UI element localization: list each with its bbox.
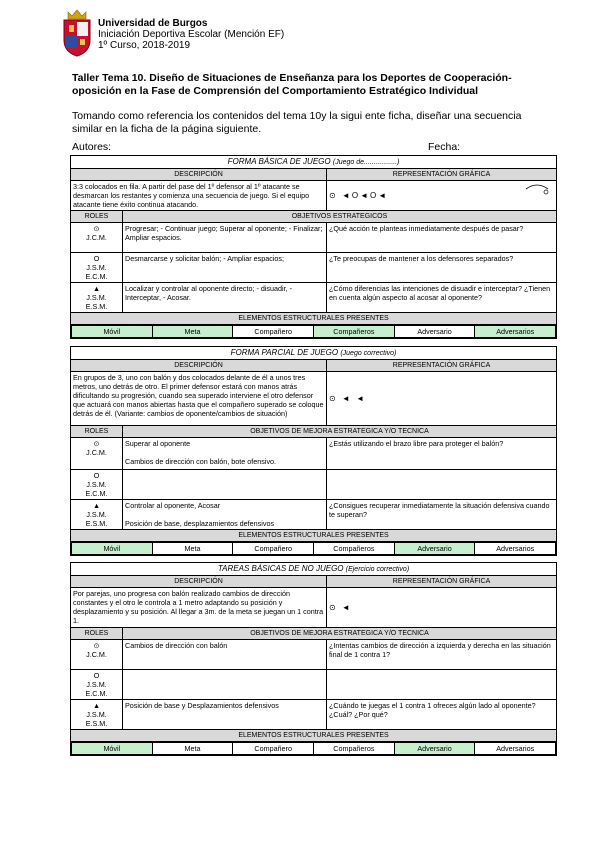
elementos-header: ELEMENTOS ESTRUCTURALES PRESENTES [71, 313, 557, 325]
question-3: ¿Cómo diferencias las intenciones de disuadir e interceptar? ¿Tienen en cuenta algún aspecto al acosar al oponente? [327, 283, 557, 313]
objective-3: Controlar al oponente, Acosar Posición de base, desplazamientos defensivos [123, 500, 327, 530]
graphic-cell [327, 372, 557, 426]
element-companeros: Compañeros [314, 543, 395, 555]
university-crest-icon [60, 6, 94, 58]
elements-row [71, 325, 556, 338]
elementos-header: ELEMENTOS ESTRUCTURALES PRESENTES [71, 730, 557, 742]
objetivos-header: OBJETIVOS DE MEJORA ESTRATEGICA Y/O TECNICA [123, 628, 557, 640]
table-tareas-basicas [70, 562, 557, 756]
role-jsm-ecm: O J.S.M. E.C.M. [71, 253, 123, 283]
element-adversario: Adversario [394, 743, 475, 755]
element-meta: Meta [152, 326, 233, 338]
university-name: Universidad de Burgos [98, 18, 208, 29]
autores-label: Autores: [72, 141, 112, 153]
roles-header: ROLES [71, 426, 123, 438]
question-3: ¿Cuándo te juegas el 1 contra 1 ofreces algún lado al oponente? ¿Cuál? ¿Por qué? [327, 700, 557, 730]
element-adversario: Adversario [394, 543, 475, 555]
element-adversarios: Adversarios [475, 743, 556, 755]
section-title: FORMA BÁSICA DE JUEGO (Juego de.................) [71, 156, 557, 169]
element-meta: Meta [152, 743, 233, 755]
role-jsm-esm: ▲ J.S.M. E.S.M. [71, 283, 123, 313]
goal-icon [524, 183, 550, 197]
roles-header: ROLES [71, 211, 123, 223]
element-adversario: Adversario [394, 326, 475, 338]
element-meta: Meta [152, 543, 233, 555]
representacion-header: REPRESENTACIÓN GRÁFICA [327, 360, 557, 372]
diagram-symbols: ⊙ ◄O◄O◄ [329, 191, 389, 200]
element-companero: Compañero [233, 326, 314, 338]
description-cell: En grupos de 3, uno con balón y dos colocados delante de él a unos tres metros, uno detrás de otro. El primer defensor estará con manos atrás dificultando su progresión, cuando sea superado interviene el otro defensor que actuará con manos abiertas hasta que el compañero superado se coloque detrás de él. (Variante: cambios de oponente/cambios de situación) [71, 372, 327, 426]
descripcion-header: DESCRIPCIÓN [71, 576, 327, 588]
element-movil: Móvil [72, 326, 153, 338]
question-1: ¿Estás utilizando el brazo libre para proteger el balón? [327, 438, 557, 470]
role-jsm-esm: ▲ J.S.M. E.S.M. [71, 700, 123, 730]
objective-2: Desmarcarse y solicitar balón; - Ampliar espacios; [123, 253, 327, 283]
question-1: ¿Intentas cambios de dirección a izquierda y derecha en las situación final de 1 contra 1? [327, 640, 557, 670]
table-forma-parcial [70, 346, 557, 556]
description-cell: Por parejas, uno progresa con balón realizado cambios de dirección constantes y el otro le controla a 1 metro adaptando su posición y desplazamiento y su posición. Al llegar a 3m. de la meta se juegan un 1 contra 1. [71, 588, 327, 628]
objective-3: Localizar y controlar al oponente directo; - disuadir, - Interceptar, - Acosar. [123, 283, 327, 313]
objective-3: Posición de base y Desplazamientos defensivos [123, 700, 327, 730]
descripcion-header: DESCRIPCIÓN [71, 360, 327, 372]
role-jcm: ⊙ J.C.M. [71, 640, 123, 670]
element-companeros: Compañeros [314, 743, 395, 755]
role-jsm-ecm: O J.S.M. E.C.M. [71, 670, 123, 700]
course-year: 1º Curso, 2018-2019 [98, 40, 191, 51]
workshop-title: Taller Tema 10. Diseño de Situaciones de Enseñanza para los Deportes de Cooperación-oposición en la Fase de Comprensión del Comportamiento Estratégico Individual [72, 72, 512, 97]
question-2: ¿Te preocupas de mantener a los defensores separados? [327, 253, 557, 283]
element-adversarios: Adversarios [475, 326, 556, 338]
section-title: FORMA PARCIAL DE JUEGO (Juego correctivo) [71, 347, 557, 360]
question-1: ¿Qué acción te planteas inmediatamente después de pasar? [327, 223, 557, 253]
question-3: ¿Consigues recuperar inmediatamente la situación defensiva cuando te superan? [327, 500, 557, 530]
element-adversarios: Adversarios [475, 543, 556, 555]
role-jsm-ecm: O J.S.M. E.C.M. [71, 470, 123, 500]
objective-1: Superar al oponente Cambios de dirección con balón, bote ofensivo. [123, 438, 327, 470]
objetivos-header: OBJETIVOS ESTRATEGICOS [123, 211, 557, 223]
representacion-header: REPRESENTACIÓN GRÁFICA [327, 169, 557, 181]
diagram-symbols: ⊙ ◄ ◄ [329, 394, 366, 403]
element-companero: Compañero [233, 543, 314, 555]
descripcion-header: DESCRIPCIÓN [71, 169, 327, 181]
objective-1: Progresar; - Continuar juego; Superar al oponente; - Finalizar; Ampliar espacios. [123, 223, 327, 253]
letterhead [60, 6, 560, 62]
instructions: Tomando como referencia los contenidos del tema 10y la sigui ente ficha, diseñar una secuencia similar en la ficha de la página siguiente. [72, 110, 522, 135]
representacion-header: REPRESENTACIÓN GRÁFICA [327, 576, 557, 588]
objetivos-header: OBJETIVOS DE MEJORA ESTRATEGICA Y/O TECNICA [123, 426, 557, 438]
question-2 [327, 470, 557, 500]
elements-row [71, 742, 556, 755]
objective-1: Cambios de dirección con balón [123, 640, 327, 670]
description-cell: 3:3 colocados en fila. A partir del pase del 1º defensor al 1º atacante se desmarcan los restantes y comienza una secuencia de juego. Si el equipo atacante tiene éxito continua atacando. [71, 181, 327, 211]
element-companero: Compañero [233, 743, 314, 755]
element-movil: Móvil [72, 543, 153, 555]
objective-2 [123, 670, 327, 700]
roles-header: ROLES [71, 628, 123, 640]
element-movil: Móvil [72, 743, 153, 755]
role-jcm: ⊙ J.C.M. [71, 223, 123, 253]
role-jcm: ⊙ J.C.M. [71, 438, 123, 470]
elementos-header: ELEMENTOS ESTRUCTURALES PRESENTES [71, 530, 557, 542]
diagram-symbols: ⊙ ◄ [329, 603, 352, 612]
element-companeros: Compañeros [314, 326, 395, 338]
question-2 [327, 670, 557, 700]
course-name: Iniciación Deportiva Escolar (Mención EF) [98, 29, 285, 40]
graphic-cell [327, 588, 557, 628]
role-jsm-esm: ▲ J.S.M. E.S.M. [71, 500, 123, 530]
graphic-cell [327, 181, 557, 211]
objective-2 [123, 470, 327, 500]
fecha-label: Fecha: [428, 141, 461, 153]
table-forma-basica [70, 155, 557, 339]
elements-row [71, 542, 556, 555]
section-title: TAREAS BÁSICAS DE NO JUEGO (Ejercicio correctivo) [71, 563, 557, 576]
